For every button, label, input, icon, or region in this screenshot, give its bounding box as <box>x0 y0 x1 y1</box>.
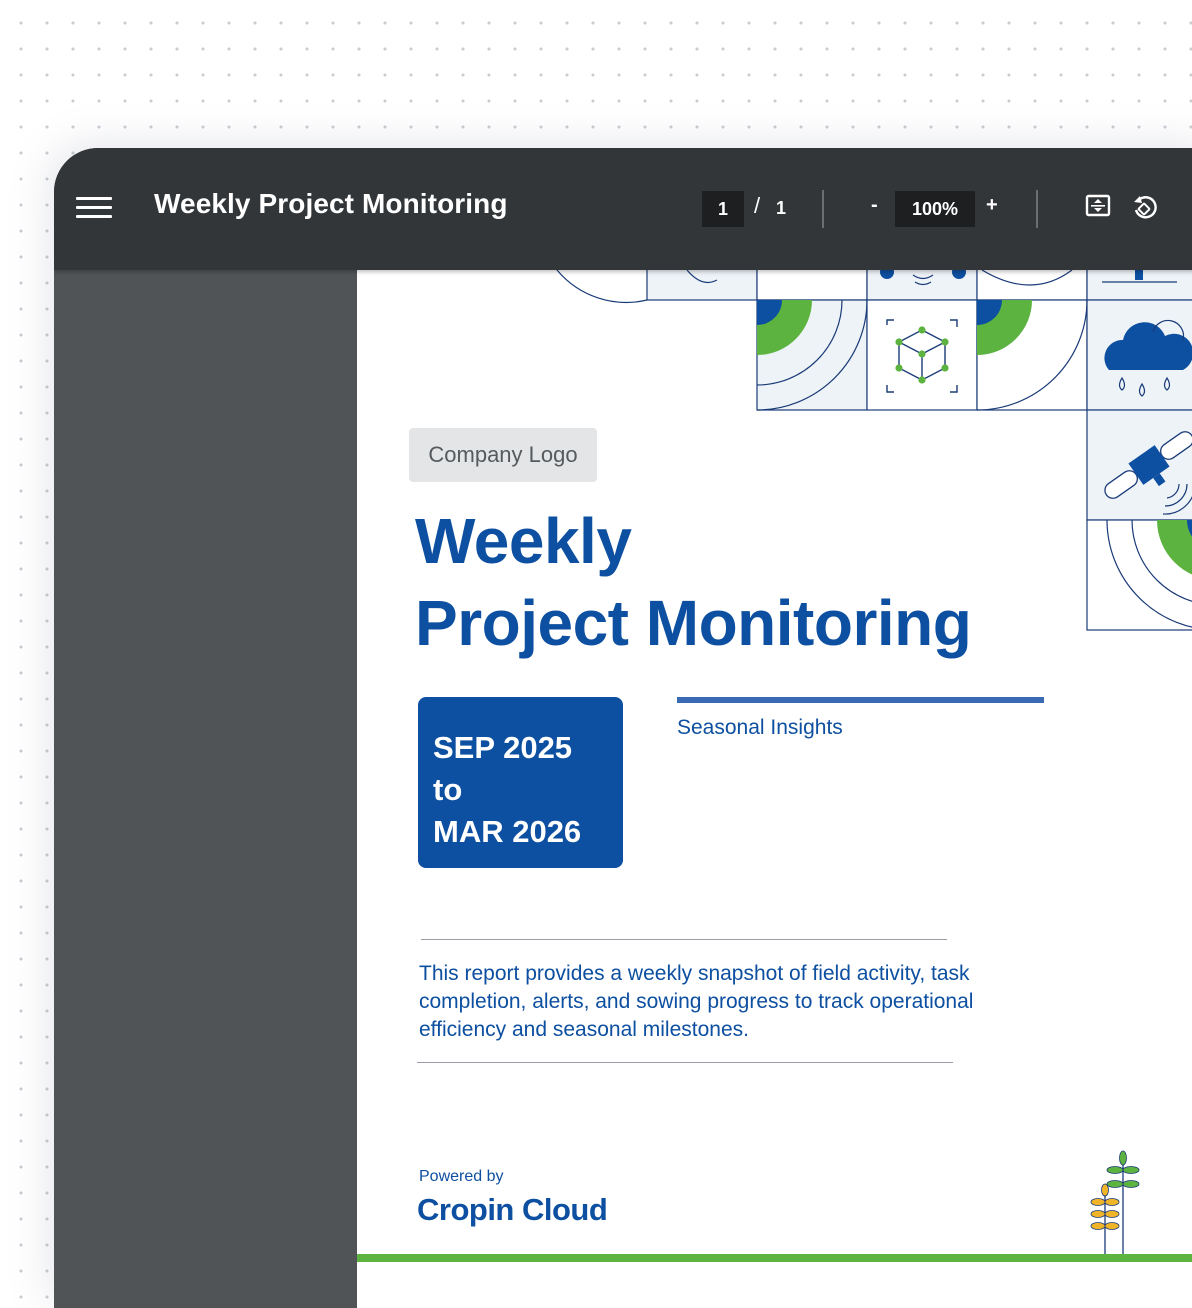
toolbar-divider <box>1036 190 1038 228</box>
plant-icon <box>1085 1150 1145 1254</box>
cover-title-line-2: Project Monitoring <box>415 587 972 659</box>
divider-top <box>421 939 947 940</box>
subtitle: Seasonal Insights <box>677 716 843 739</box>
document-title: Weekly Project Monitoring <box>154 188 508 219</box>
zoom-in-button[interactable]: + <box>986 194 998 216</box>
company-logo-placeholder: Company Logo <box>409 428 597 482</box>
page-footer-bar <box>357 1254 1192 1262</box>
subtitle-accent-bar <box>677 697 1044 703</box>
toolbar-divider <box>822 190 824 228</box>
menu-icon[interactable] <box>76 197 114 221</box>
pdf-page <box>357 270 1192 1308</box>
cover-title-line-1: Weekly <box>415 505 632 577</box>
pdf-viewer-window <box>54 148 1192 1308</box>
page-separator: / <box>754 193 761 218</box>
zoom-out-button[interactable]: - <box>871 194 878 216</box>
fit-page-icon[interactable] <box>1084 192 1112 220</box>
report-description: This report provides a weekly snapshot of field activity, task completion, alerts, and sowing progress to track operational efficiency and seasonal milestones. <box>419 962 974 1041</box>
date-range-connector: to <box>433 772 463 807</box>
date-range-start: SEP 2025 <box>433 730 573 765</box>
brand-logo: Cropin Cloud <box>417 1192 608 1227</box>
cover-title <box>415 500 971 664</box>
total-pages: 1 <box>776 198 787 218</box>
powered-by-label: Powered by <box>419 1168 504 1185</box>
divider-bottom <box>417 1062 953 1063</box>
date-range-badge <box>418 697 623 868</box>
zoom-level-field[interactable]: 100% <box>895 191 975 227</box>
page-number-input[interactable] <box>702 191 744 227</box>
rotate-icon[interactable] <box>1130 192 1160 222</box>
date-range-end: MAR 2026 <box>433 814 582 849</box>
viewer-toolbar <box>54 148 1192 270</box>
